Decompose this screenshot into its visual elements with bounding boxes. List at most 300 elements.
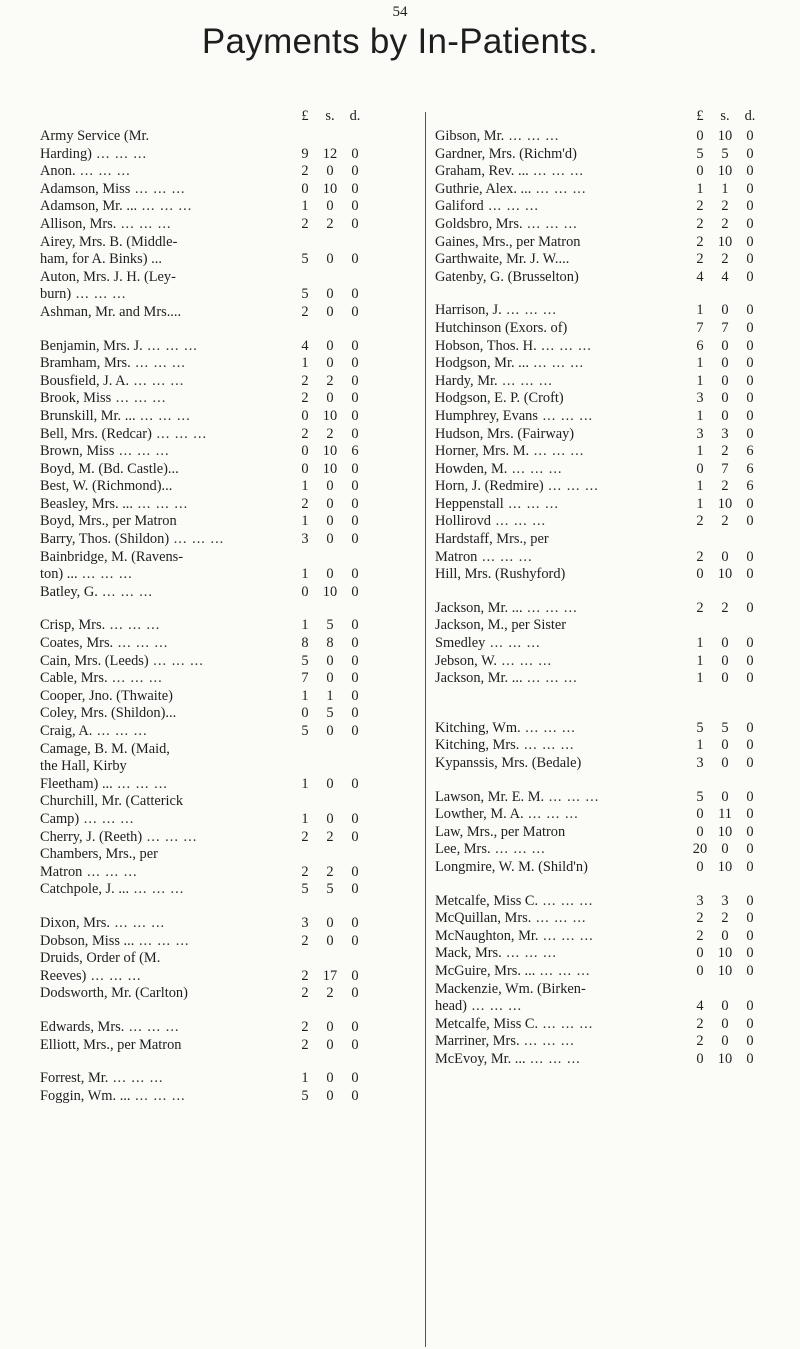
amount-pence: 0 xyxy=(746,788,754,805)
amount-pence: 0 xyxy=(351,583,359,600)
amount-shillings: 0 xyxy=(326,251,334,268)
entry-name: Mack, Mrs. ... . xyxy=(435,945,795,963)
payment-entry xyxy=(435,789,795,807)
amount-shillings: 0 xyxy=(326,337,334,354)
amount-pence: 6 xyxy=(746,478,754,495)
entry-name: McEvoy, Mr. ... ... . xyxy=(435,1051,795,1069)
payment-entry xyxy=(40,705,400,723)
amount-pence: 0 xyxy=(351,215,359,232)
payment-entry xyxy=(40,198,400,216)
amount-pounds: 0 xyxy=(301,460,309,477)
amount-shillings: 0 xyxy=(721,635,729,652)
amount-pence: 0 xyxy=(746,163,754,180)
amount-pence: 0 xyxy=(746,927,754,944)
entry-name: Mackenzie, Wm. (Birken- xyxy=(435,980,586,997)
entry-name: Churchill, Mr. (Catterick xyxy=(40,793,184,810)
amount-pence: 0 xyxy=(746,998,754,1015)
amount-shillings: 5 xyxy=(721,145,729,162)
amount-pence: 0 xyxy=(351,1036,359,1053)
entry-name: Boyd, M. (Bd. Castle)... xyxy=(40,460,179,477)
entry-name: burn) ... . xyxy=(40,286,400,304)
amount-pence: 0 xyxy=(351,828,359,845)
entry-name: Hudson, Mrs. (Fairway) xyxy=(435,425,575,442)
amount-shillings: 2 xyxy=(721,599,729,616)
amount-shillings: 2 xyxy=(721,910,729,927)
amount-pence: 0 xyxy=(746,652,754,669)
amount-shillings: 0 xyxy=(326,198,334,215)
amount-shillings: 12 xyxy=(322,145,338,162)
amount-shillings: 0 xyxy=(721,372,729,389)
amount-pounds: 2 xyxy=(301,303,309,320)
payment-entry xyxy=(435,963,795,981)
entry-name: Auton, Mrs. J. H. (Ley- xyxy=(40,268,176,285)
amount-pounds: 5 xyxy=(696,719,704,736)
payment-entry xyxy=(40,688,400,706)
amount-shillings: 5 xyxy=(721,719,729,736)
amount-pence: 0 xyxy=(351,460,359,477)
entry-name: Boyd, Mrs., per Matron xyxy=(40,513,177,530)
payment-entry xyxy=(435,320,795,338)
amount-shillings: 0 xyxy=(721,927,729,944)
amount-shillings: 2 xyxy=(721,215,729,232)
amount-pounds: 7 xyxy=(696,319,704,336)
entry-name: Fleetham) ... ... . xyxy=(40,776,400,794)
entry-name: Coates, Mrs. ... . xyxy=(40,635,400,653)
amount-pounds: 1 xyxy=(696,652,704,669)
entry-name: Barry, Thos. (Shildon) ... . xyxy=(40,531,400,549)
amount-pence: 0 xyxy=(351,914,359,931)
entry-name: Garthwaite, Mr. J. W.... xyxy=(435,251,570,268)
amount-shillings: 0 xyxy=(326,1087,334,1104)
entry-name: Bramham, Mrs. ... . xyxy=(40,355,400,373)
amount-pounds: 1 xyxy=(696,478,704,495)
amount-pounds: 0 xyxy=(696,566,704,583)
amount-pounds: 5 xyxy=(696,145,704,162)
entry-name: Hodgson, E. P. (Croft) xyxy=(435,390,564,407)
amount-shillings: 0 xyxy=(326,566,334,583)
entry-name: Army Service (Mr. xyxy=(40,128,150,144)
amount-pounds: 4 xyxy=(696,998,704,1015)
amount-pence: 0 xyxy=(746,128,754,144)
amount-pence: 0 xyxy=(351,652,359,669)
entry-name: Matron ... . xyxy=(40,864,400,882)
payment-entry xyxy=(435,302,795,320)
payment-entry xyxy=(435,216,795,234)
section-gap xyxy=(435,286,795,302)
entry-name: Airey, Mrs. B. (Middle- xyxy=(40,233,178,250)
page-title: Payments by In-Patients. xyxy=(201,22,599,61)
payment-entry xyxy=(435,1033,795,1051)
entry-name: Brunskill, Mr. ... ... . xyxy=(40,408,400,426)
amount-pounds: 1 xyxy=(301,566,309,583)
amount-pence: 0 xyxy=(746,566,754,583)
amount-shillings: 0 xyxy=(326,495,334,512)
amount-pounds: 2 xyxy=(301,1018,309,1035)
amount-pounds: 5 xyxy=(301,1087,309,1104)
amount-shillings: 11 xyxy=(718,806,732,823)
payment-entry xyxy=(40,793,400,828)
payment-entry xyxy=(40,829,400,847)
amount-pounds: 5 xyxy=(696,788,704,805)
amount-pence: 0 xyxy=(351,425,359,442)
entry-name: Galiford ... . xyxy=(435,198,795,216)
amount-shillings: 0 xyxy=(721,407,729,424)
amount-pounds: 1 xyxy=(696,495,704,512)
entry-name: Coley, Mrs. (Shildon)... xyxy=(40,705,177,722)
entry-name: Dobson, Miss ... ... . xyxy=(40,933,400,951)
entry-name: Cooper, Jno. (Thwaite) xyxy=(40,687,173,704)
payment-entry xyxy=(435,181,795,199)
amount-pence: 0 xyxy=(351,531,359,548)
payment-entry xyxy=(435,531,795,566)
amount-pounds: 0 xyxy=(696,806,704,823)
payment-entry xyxy=(435,373,795,391)
section-gap xyxy=(40,322,400,338)
payment-entry xyxy=(435,600,795,618)
amount-pence: 0 xyxy=(351,635,359,652)
payment-entry xyxy=(435,408,795,426)
amount-pounds: 2 xyxy=(696,910,704,927)
amount-pounds: 0 xyxy=(301,180,309,197)
payment-entry xyxy=(435,251,795,269)
entry-name: Foggin, Wm. ... ... . xyxy=(40,1088,400,1106)
amount-shillings: 2 xyxy=(326,828,334,845)
entry-name: Law, Mrs., per Matron xyxy=(435,823,566,840)
payment-entry xyxy=(435,198,795,216)
amount-pence: 0 xyxy=(746,407,754,424)
right-column-header xyxy=(435,108,795,128)
amount-shillings: 0 xyxy=(326,531,334,548)
amount-pence: 0 xyxy=(746,268,754,285)
amount-shillings: 5 xyxy=(326,705,334,722)
amount-shillings: 0 xyxy=(326,652,334,669)
entry-name: Lowther, M. A. ... . xyxy=(435,806,795,824)
payment-entry xyxy=(40,443,400,461)
entry-name: Camp) ... . xyxy=(40,811,400,829)
amount-shillings: 0 xyxy=(721,337,729,354)
entry-name: head) ... . xyxy=(435,998,795,1016)
amount-shillings: 10 xyxy=(717,858,733,875)
section-gap xyxy=(435,877,795,893)
amount-shillings: 0 xyxy=(326,775,334,792)
amount-shillings: 2 xyxy=(721,443,729,460)
payment-entry xyxy=(435,806,795,824)
amount-shillings: 0 xyxy=(721,390,729,407)
amount-pounds: 3 xyxy=(696,892,704,909)
amount-pence: 0 xyxy=(351,985,359,1002)
payment-entry xyxy=(435,981,795,1016)
entry-name: Howden, M. ... . xyxy=(435,461,795,479)
entry-name: Humphrey, Evans ... . xyxy=(435,408,795,426)
amount-pence: 0 xyxy=(746,635,754,652)
amount-pence: 0 xyxy=(746,910,754,927)
amount-pounds: 3 xyxy=(301,914,309,931)
amount-pence: 0 xyxy=(746,355,754,372)
amount-pounds: 2 xyxy=(696,1033,704,1050)
amount-pounds: 0 xyxy=(696,1050,704,1067)
payment-entry xyxy=(435,670,795,688)
entry-name: Harrison, J. ... . xyxy=(435,302,795,320)
amount-shillings: 0 xyxy=(326,355,334,372)
amount-shillings: 0 xyxy=(326,390,334,407)
amount-pounds: 2 xyxy=(696,548,704,565)
amount-pounds: 2 xyxy=(301,163,309,180)
amount-pounds: 2 xyxy=(301,495,309,512)
amount-pence: 0 xyxy=(746,425,754,442)
payment-entry xyxy=(40,741,400,794)
amount-pounds: 3 xyxy=(696,390,704,407)
amount-pounds: 1 xyxy=(696,670,704,687)
amount-shillings: 10 xyxy=(717,1050,733,1067)
amount-pounds: 5 xyxy=(301,723,309,739)
amount-pounds: 2 xyxy=(696,233,704,250)
amount-pence: 0 xyxy=(746,858,754,875)
entry-name: Beasley, Mrs. ... ... . xyxy=(40,496,400,514)
entry-name: Jackson, Mr. ... ... . xyxy=(435,670,795,688)
amount-pounds: 2 xyxy=(696,1015,704,1032)
amount-pounds: 2 xyxy=(301,390,309,407)
amount-pounds: 0 xyxy=(696,858,704,875)
amount-shillings: 10 xyxy=(322,583,338,600)
amount-shillings: 0 xyxy=(326,932,334,949)
entry-name: Bousfield, J. A. ... . xyxy=(40,373,400,391)
amount-shillings: 0 xyxy=(326,478,334,495)
amount-pence: 0 xyxy=(351,863,359,880)
amount-shillings: 10 xyxy=(322,460,338,477)
amount-pence: 0 xyxy=(746,599,754,616)
entry-name: McGuire, Mrs. ... ... . xyxy=(435,963,795,981)
payment-entry xyxy=(435,910,795,928)
entry-name: Catchpole, J. ... ... . xyxy=(40,881,400,899)
pounds-header: £ xyxy=(301,108,309,125)
amount-shillings: 2 xyxy=(721,198,729,215)
entry-name: Jackson, M., per Sister xyxy=(435,617,567,634)
amount-pence: 6 xyxy=(746,443,754,460)
amount-pence: 0 xyxy=(746,251,754,268)
payment-entry xyxy=(435,234,795,252)
amount-shillings: 17 xyxy=(322,967,338,984)
entry-name: Benjamin, Mrs. J. ... . xyxy=(40,338,400,356)
entry-name: Ashman, Mr. and Mrs.... xyxy=(40,303,182,320)
amount-pence: 0 xyxy=(746,319,754,336)
amount-shillings: 0 xyxy=(721,548,729,565)
section-gap xyxy=(40,899,400,915)
payment-entry xyxy=(40,426,400,444)
payment-entry xyxy=(435,755,795,773)
amount-pounds: 20 xyxy=(692,841,708,858)
amount-pounds: 5 xyxy=(301,652,309,669)
amount-pence: 0 xyxy=(746,841,754,858)
amount-pounds: 1 xyxy=(301,687,309,704)
amount-pounds: 1 xyxy=(696,443,704,460)
amount-pounds: 1 xyxy=(696,302,704,319)
amount-shillings: 0 xyxy=(721,737,729,754)
payment-entry xyxy=(40,915,400,933)
amount-pounds: 0 xyxy=(301,705,309,722)
amount-pounds: 1 xyxy=(301,1070,309,1087)
amount-shillings: 0 xyxy=(721,788,729,805)
amount-pence: 0 xyxy=(351,355,359,372)
payment-entry xyxy=(435,737,795,755)
payment-entry xyxy=(40,181,400,199)
entry-name: Guthrie, Alex. ... ... . xyxy=(435,181,795,199)
payment-entry xyxy=(40,269,400,304)
payment-entry xyxy=(40,408,400,426)
amount-pence: 0 xyxy=(351,513,359,530)
amount-pence: 0 xyxy=(351,932,359,949)
entry-name: ham, for A. Binks) ... xyxy=(40,251,162,268)
entry-name: Bell, Mrs. (Redcar) ... . xyxy=(40,426,400,444)
amount-pence: 0 xyxy=(351,810,359,827)
amount-shillings: 0 xyxy=(721,1015,729,1032)
amount-pounds: 4 xyxy=(301,337,309,354)
amount-pence: 0 xyxy=(351,1087,359,1104)
entry-name: Brook, Miss ... . xyxy=(40,390,400,408)
amount-pounds: 1 xyxy=(696,407,704,424)
amount-shillings: 0 xyxy=(326,1036,334,1053)
entry-name: Gatenby, G. (Brusselton) xyxy=(435,268,579,285)
amount-pence: 0 xyxy=(351,775,359,792)
payment-entry xyxy=(435,824,795,842)
section-gap xyxy=(435,688,795,704)
entry-name: Cherry, J. (Reeth) ... . xyxy=(40,829,400,847)
amount-pence: 0 xyxy=(351,881,359,898)
payment-entry xyxy=(40,163,400,181)
payment-entry xyxy=(435,478,795,496)
payment-entry xyxy=(435,1051,795,1069)
payment-entry xyxy=(435,841,795,859)
amount-shillings: 1 xyxy=(721,180,729,197)
entry-name: Hobson, Thos. H. ... . xyxy=(435,338,795,356)
amount-pounds: 0 xyxy=(696,128,704,144)
amount-pounds: 4 xyxy=(696,268,704,285)
payment-entry xyxy=(435,338,795,356)
amount-pounds: 1 xyxy=(696,355,704,372)
entry-name: Metcalfe, Miss C. ... . xyxy=(435,1016,795,1034)
amount-pence: 0 xyxy=(746,145,754,162)
amount-pence: 0 xyxy=(351,372,359,389)
section-gap xyxy=(40,601,400,617)
amount-shillings: 7 xyxy=(721,460,729,477)
entry-name: ton) ... ... . xyxy=(40,566,400,584)
amount-pence: 0 xyxy=(746,302,754,319)
payment-entry xyxy=(435,496,795,514)
amount-pence: 0 xyxy=(746,372,754,389)
payment-entry xyxy=(40,723,400,741)
amount-pence: 0 xyxy=(746,548,754,565)
amount-pence: 0 xyxy=(746,806,754,823)
amount-shillings: 3 xyxy=(721,892,729,909)
amount-pence: 0 xyxy=(351,705,359,722)
payment-entry xyxy=(435,720,795,738)
pence-header: d. xyxy=(744,108,756,125)
payment-entry xyxy=(40,496,400,514)
payment-entry xyxy=(40,478,400,496)
amount-pounds: 2 xyxy=(696,599,704,616)
amount-pounds: 2 xyxy=(301,425,309,442)
amount-pence: 0 xyxy=(351,180,359,197)
payment-entry xyxy=(40,617,400,635)
entry-name: Dodsworth, Mr. (Carlton) xyxy=(40,985,188,1002)
amount-shillings: 2 xyxy=(326,985,334,1002)
payment-entry xyxy=(435,426,795,444)
payment-entry xyxy=(435,945,795,963)
right-column xyxy=(435,108,795,1069)
payment-entry xyxy=(40,216,400,234)
payment-entry xyxy=(40,304,400,322)
amount-pounds: 0 xyxy=(696,163,704,180)
amount-pence: 0 xyxy=(351,1018,359,1035)
amount-pence: 0 xyxy=(351,163,359,180)
payment-entry xyxy=(435,893,795,911)
amount-pounds: 8 xyxy=(301,635,309,652)
column-divider xyxy=(425,112,426,1347)
amount-pence: 0 xyxy=(746,495,754,512)
amount-shillings: 10 xyxy=(717,128,733,144)
entry-name: Horner, Mrs. M. ... . xyxy=(435,443,795,461)
entry-name: Gibson, Mr. ... . xyxy=(435,128,795,146)
entry-name: the Hall, Kirby xyxy=(40,758,127,775)
amount-shillings: 0 xyxy=(326,1070,334,1087)
amount-shillings: 0 xyxy=(326,914,334,931)
amount-pence: 0 xyxy=(351,286,359,303)
payment-entry xyxy=(435,269,795,287)
pence-header: d. xyxy=(349,108,361,125)
left-column-header xyxy=(40,108,400,128)
amount-pounds: 2 xyxy=(696,251,704,268)
payment-entry xyxy=(435,928,795,946)
entry-name: Hodgson, Mr. ... ... . xyxy=(435,355,795,373)
amount-pence: 0 xyxy=(746,390,754,407)
entry-name: Lee, Mrs. ... . xyxy=(435,841,795,859)
entry-name: Jebson, W. ... . xyxy=(435,653,795,671)
entry-name: Craig, A. ... . xyxy=(40,723,400,741)
amount-pence: 0 xyxy=(351,251,359,268)
entry-name: Kitching, Wm. ... . xyxy=(435,720,795,738)
pounds-header: £ xyxy=(696,108,704,125)
amount-shillings: 0 xyxy=(721,355,729,372)
amount-pounds: 1 xyxy=(696,180,704,197)
amount-pence: 0 xyxy=(351,337,359,354)
amount-shillings: 10 xyxy=(322,407,338,424)
amount-pounds: 2 xyxy=(696,513,704,530)
entry-name: Hardy, Mr. ... . xyxy=(435,373,795,391)
left-column xyxy=(40,108,400,1105)
section-gap xyxy=(435,773,795,789)
amount-pounds: 0 xyxy=(301,583,309,600)
amount-pence: 0 xyxy=(351,390,359,407)
amount-pounds: 2 xyxy=(301,372,309,389)
payment-entry xyxy=(40,128,400,146)
amount-pounds: 1 xyxy=(301,775,309,792)
amount-shillings: 0 xyxy=(721,670,729,687)
amount-shillings: 10 xyxy=(717,566,733,583)
entry-name: Hutchinson (Exors. of) xyxy=(435,319,568,336)
payment-entry xyxy=(40,1070,400,1088)
amount-pounds: 3 xyxy=(696,425,704,442)
amount-shillings: 2 xyxy=(326,425,334,442)
amount-pounds: 1 xyxy=(696,635,704,652)
amount-pence: 0 xyxy=(746,215,754,232)
payment-entry xyxy=(40,950,400,985)
entry-name: Kitching, Mrs. ... . xyxy=(435,737,795,755)
payment-entry xyxy=(435,390,795,408)
amount-shillings: 10 xyxy=(717,163,733,180)
payment-entry xyxy=(40,670,400,688)
amount-pence: 6 xyxy=(351,443,359,460)
amount-shillings: 1 xyxy=(326,687,334,704)
payment-entry xyxy=(40,234,400,269)
